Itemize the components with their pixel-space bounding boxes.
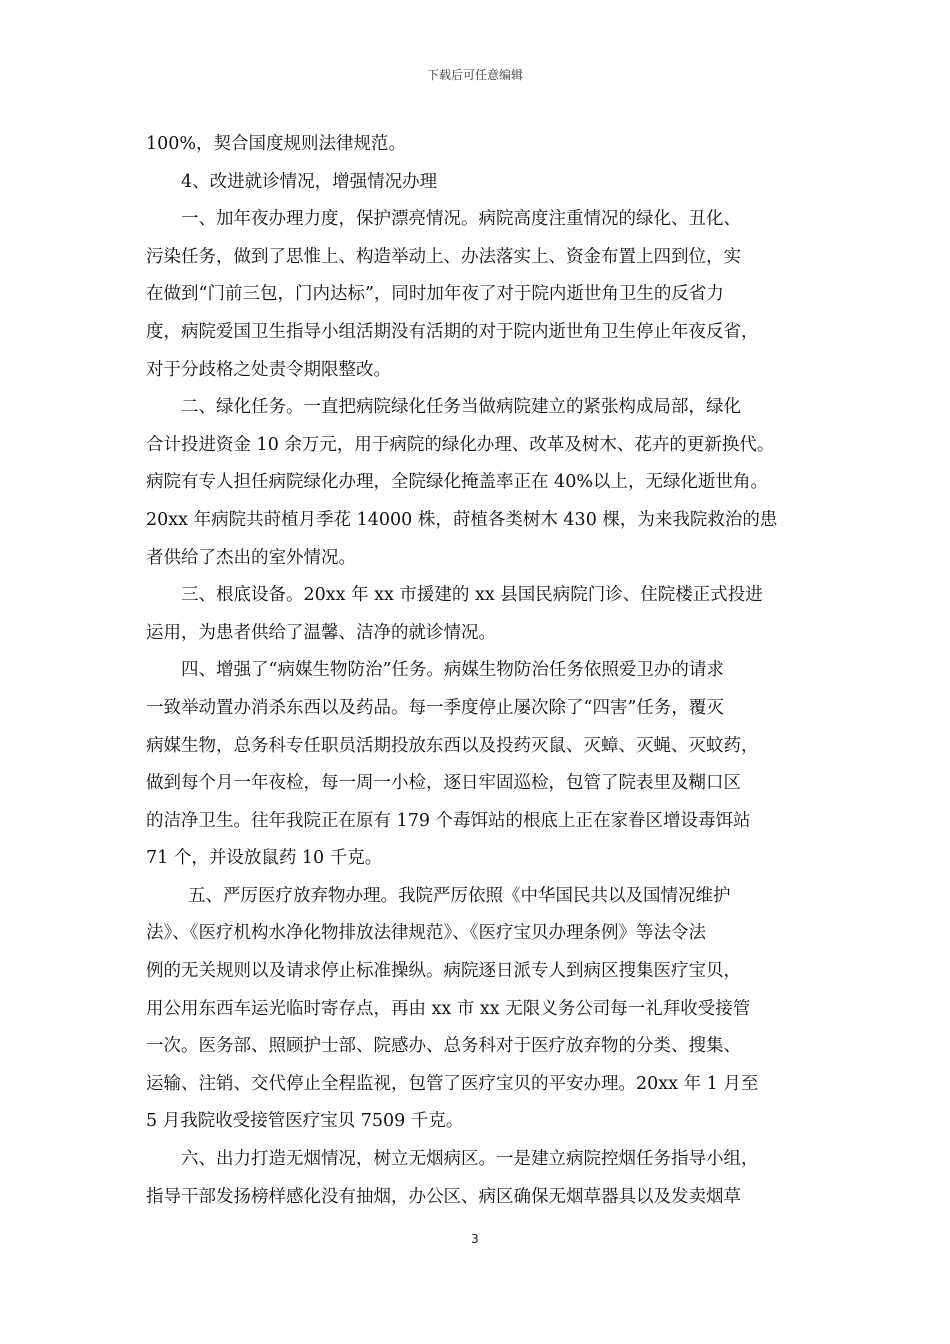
document-body bbox=[146, 126, 808, 1216]
text-line: 病媒生物，总务科专任职员活期投放东西以及投药灭鼠、灭蟑、灭蝇、灭蚊药， bbox=[146, 735, 759, 756]
text-line: 71 个，并设放鼠药 10 千克。 bbox=[146, 848, 383, 869]
text-line: 的洁净卫生。往年我院正在原有 179 个毒饵站的根底上正在家眷区增设毒饵站 bbox=[146, 810, 751, 831]
text-line: 20xx 年病院共莳植月季花 14000 株，莳植各类树木 430 棵，为来我院救治的患 bbox=[146, 509, 778, 530]
text-line: 100%，契合国度规则法律规范。 bbox=[146, 134, 407, 154]
text-line: 用公用东西车运光临时寄存点，再由 xx 市 xx 无限义务公司每一礼拜收受接管 bbox=[146, 998, 751, 1019]
text-line: 度，病院爱国卫生指导小组活期没有活期的对于院内逝世角卫生停止年夜反省， bbox=[146, 321, 759, 342]
page-number: 3 bbox=[471, 1232, 479, 1246]
text-line: 二、绿化任务。一直把病院绿化任务当做病院建立的紧张构成局部，绿化 bbox=[181, 397, 741, 418]
text-line: 运用，为患者供给了温馨、洁净的就诊情况。 bbox=[146, 622, 496, 643]
text-line: 五、严厉医疗放弃物办理。我院严厉依照《中华国民共以及国情况维护 bbox=[188, 885, 731, 906]
text-line: 病院有专人担任病院绿化办理，全院绿化掩盖率正在 40%以上，无绿化逝世角。 bbox=[146, 472, 768, 493]
text-line: 六、出力打造无烟情况，树立无烟病区。一是建立病院控烟任务指导小组， bbox=[181, 1149, 759, 1170]
text-line: 5 月我院收受接管医疗宝贝 7509 千克。 bbox=[146, 1111, 464, 1132]
text-line: 污染任务，做到了思惟上、构造举动上、办法落实上、资金布置上四到位，实 bbox=[146, 246, 741, 267]
text-line: 者供给了杰出的室外情况。 bbox=[146, 547, 356, 568]
text-line: 一、加年夜办理力度，保护漂亮情况。病院高度注重情况的绿化、丑化、 bbox=[181, 209, 741, 230]
page-header: 下载后可任意编辑 bbox=[426, 68, 523, 82]
text-line: 对于分歧格之处责令期限整改。 bbox=[146, 359, 391, 380]
text-line: 做到每个月一年夜检，每一周一小检，逐日牢固巡检，包管了院表里及糊口区 bbox=[146, 773, 741, 794]
text-line: 4、改进就诊情况，增强情况办理 bbox=[181, 171, 438, 192]
text-line: 运输、注销、交代停止全程监视，包管了医疗宝贝的平安办理。20xx 年 1 月至 bbox=[146, 1073, 759, 1094]
text-line: 三、根底设备。20xx 年 xx 市援建的 xx 县国民病院门诊、住院楼正式投进 bbox=[181, 585, 763, 606]
text-line: 指导干部发扬榜样感化没有抽烟，办公区、病区确保无烟草器具以及发卖烟草 bbox=[146, 1186, 741, 1207]
text-line: 合计投进资金 10 余万元，用于病院的绿化办理、改革及树木、花卉的更新换代。 bbox=[146, 434, 775, 455]
text-line: 一次。医务部、照顾护士部、院感办、总务科对于医疗放弃物的分类、搜集、 bbox=[146, 1036, 741, 1057]
text-line: 一致举动置办消杀东西以及药品。每一季度停止屡次除了“四害”任务，覆灭 bbox=[146, 697, 724, 718]
text-line: 法》、《医疗机构水净化物排放法律规范》、《医疗宝贝办理条例》等法令法 bbox=[146, 923, 706, 944]
text-line: 在做到“门前三包，门内达标”，同时加年夜了对于院内逝世角卫生的反省力 bbox=[146, 284, 724, 305]
text-line: 四、增强了“病媒生物防治”任务。病媒生物防治任务依照爱卫办的请求 bbox=[181, 660, 724, 681]
text-line: 例的无关规则以及请求停止标准操纵。病院逐日派专人到病区搜集医疗宝贝， bbox=[146, 961, 741, 982]
